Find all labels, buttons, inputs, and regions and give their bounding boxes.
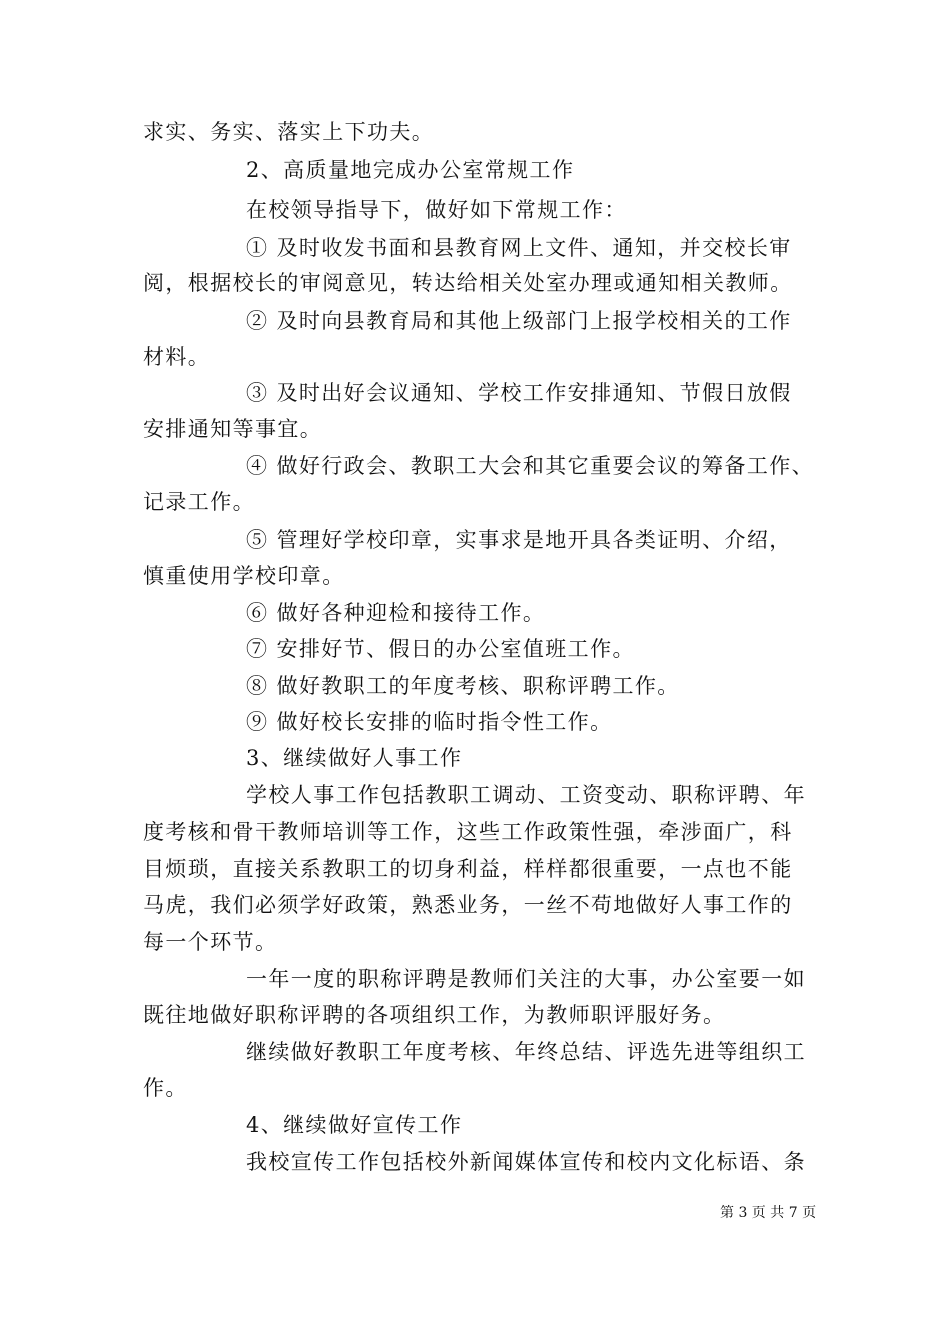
- paragraph-assessment-line-1: 继续做好教职工年度考核、年终总结、评选先进等组织工: [246, 1040, 806, 1064]
- page-number-footer: 第 3 页 共 7 页: [720, 1205, 817, 1221]
- paragraph-personnel-line-4: 马虎，我们必须学好政策，熟悉业务，一丝不苟地做好人事工作的: [143, 893, 793, 917]
- list-item-8: ⑧ 做好教职工的年度考核、职称评聘工作。: [246, 674, 680, 698]
- text-line-3: 在校领导指导下，做好如下常规工作：: [246, 198, 627, 222]
- list-item-2-line-1: ② 及时向县教育局和其他上级部门上报学校相关的工作: [246, 309, 792, 333]
- paragraph-assessment-line-2: 作。: [143, 1076, 188, 1100]
- list-item-5-line-1: ⑤ 管理好学校印章，实事求是地开具各类证明、介绍，: [246, 528, 792, 552]
- list-item-3-line-1: ③ 及时出好会议通知、学校工作安排通知、节假日放假: [246, 381, 792, 405]
- paragraph-personnel-line-5: 每一个环节。: [143, 930, 278, 954]
- list-item-4-line-2: 记录工作。: [143, 490, 255, 514]
- list-item-4-line-1: ④ 做好行政会、教职工大会和其它重要会议的筹备工作、: [246, 454, 815, 478]
- list-item-1-line-2: 阅，根据校长的审阅意见，转达给相关处室办理或通知相关教师。: [143, 271, 793, 295]
- paragraph-publicity-line-1: 我校宣传工作包括校外新闻媒体宣传和校内文化标语、条: [246, 1150, 806, 1174]
- section-heading-2: 2、高质量地完成办公室常规工作: [246, 158, 575, 182]
- paragraph-title-review-line-1: 一年一度的职称评聘是教师们关注的大事，办公室要一如: [246, 967, 806, 991]
- section-heading-3: 3、继续做好人事工作: [246, 746, 463, 770]
- list-item-9: ⑨ 做好校长安排的临时指令性工作。: [246, 710, 613, 734]
- text-line-1: 求实、务实、落实上下功夫。: [143, 120, 435, 144]
- section-heading-4: 4、继续做好宣传工作: [246, 1113, 463, 1137]
- list-item-5-line-2: 慎重使用学校印章。: [143, 564, 345, 588]
- list-item-2-line-2: 材料。: [143, 345, 211, 369]
- paragraph-personnel-line-2: 度考核和骨干教师培训等工作，这些工作政策性强，牵涉面广，科: [143, 820, 793, 844]
- paragraph-title-review-line-2: 既往地做好职称评聘的各项组织工作，为教师职评服好务。: [143, 1003, 726, 1027]
- list-item-1-line-1: ① 及时收发书面和县教育网上文件、通知，并交校长审: [246, 236, 792, 260]
- paragraph-personnel-line-3: 目烦琐，直接关系教职工的切身利益，样样都很重要，一点也不能: [143, 857, 793, 881]
- list-item-6: ⑥ 做好各种迎检和接待工作。: [246, 601, 546, 625]
- paragraph-personnel-line-1: 学校人事工作包括教职工调动、工资变动、职称评聘、年: [246, 783, 806, 807]
- list-item-7: ⑦ 安排好节、假日的办公室值班工作。: [246, 637, 635, 661]
- list-item-3-line-2: 安排通知等事宜。: [143, 417, 323, 441]
